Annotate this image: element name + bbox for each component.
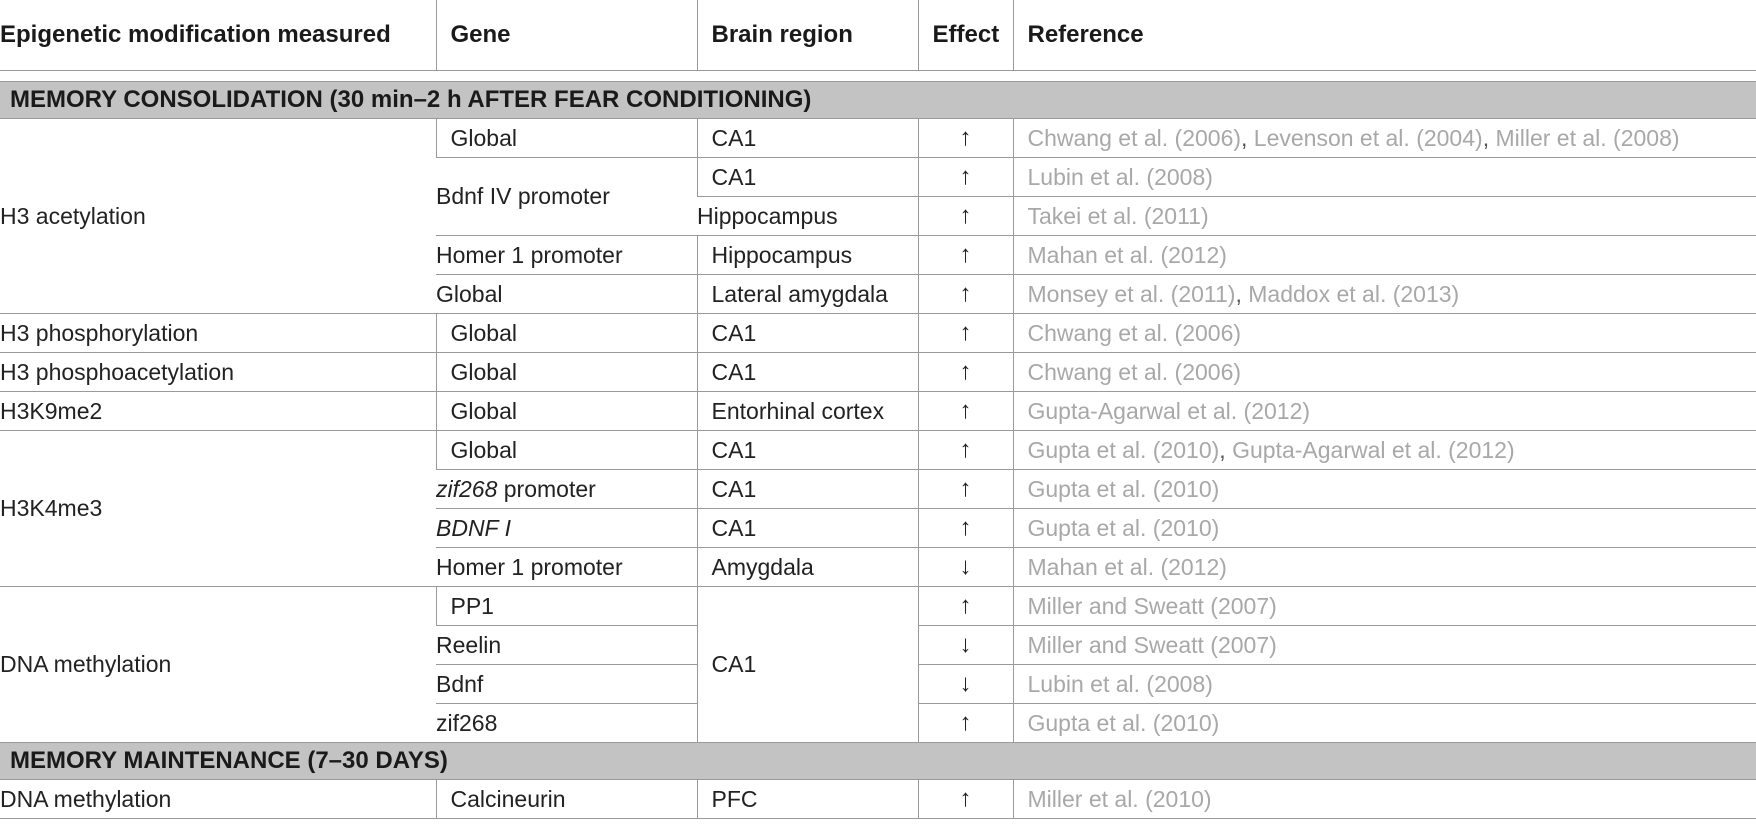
gene-cell: Bdnf [436,665,697,704]
reference-link[interactable]: Monsey et al. (2011) [1027,280,1236,307]
modification-cell: H3K4me3 [0,431,436,587]
reference-cell [1013,780,1756,819]
region-cell: CA1 [697,314,918,353]
region-cell: Hippocampus [697,197,918,236]
effect-cell: ↑ [918,275,1013,314]
reference-cell [1013,548,1756,587]
region-cell: CA1 [697,431,918,470]
region-cell: CA1 [697,158,918,197]
gene-name-italic: zif268 [436,475,498,502]
reference-link[interactable]: Mahan et al. (2012) [1027,553,1227,580]
reference-cell [1013,704,1756,743]
effect-cell: ↑ [918,470,1013,509]
table-row [0,353,1756,392]
gene-cell: Calcineurin [436,780,697,819]
reference-link[interactable]: Gupta et al. (2010) [1027,709,1220,736]
region-cell: CA1 [697,587,918,743]
section-row [0,743,1756,780]
effect-cell: ↓ [918,548,1013,587]
reference-link[interactable]: Gupta-Agarwal et al. (2012) [1232,436,1515,463]
reference-cell [1013,236,1756,275]
reference-cell [1013,392,1756,431]
effect-cell: ↑ [918,587,1013,626]
region-cell: CA1 [697,119,918,158]
modification-cell: DNA methylation [0,587,436,743]
reference-cell [1013,197,1756,236]
reference-separator: , [1241,124,1254,151]
reference-link[interactable]: Maddox et al. (2013) [1248,280,1460,307]
region-cell: CA1 [697,470,918,509]
gene-name-italic: BDNF I [436,514,511,541]
effect-cell: ↑ [918,392,1013,431]
region-cell: CA1 [697,353,918,392]
reference-link[interactable]: Levenson et al. (2004) [1253,124,1483,151]
reference-link[interactable]: Lubin et al. (2008) [1027,670,1213,697]
reference-link[interactable]: Chwang et al. (2006) [1027,319,1242,346]
modification-cell: H3 acetylation [0,119,436,314]
table-row [0,780,1756,819]
reference-separator: , [1219,436,1233,463]
effect-cell: ↑ [918,236,1013,275]
reference-link[interactable]: Miller et al. (2008) [1495,124,1680,151]
reference-link[interactable]: Mahan et al. (2012) [1027,241,1227,268]
gene-name-suffix: promoter [497,475,596,502]
effect-cell: ↑ [918,353,1013,392]
effect-cell: ↑ [918,119,1013,158]
effect-cell: ↑ [918,704,1013,743]
gene-cell: PP1 [436,587,697,626]
section-consolidation: MEMORY CONSOLIDATION (30 min–2 h AFTER FEAR CONDITIONING) [0,82,1756,119]
gene-cell [436,509,697,548]
reference-cell [1013,509,1756,548]
region-cell: PFC [697,780,918,819]
table-row [0,392,1756,431]
effect-cell: ↑ [918,780,1013,819]
reference-link[interactable]: Gupta et al. (2010) [1027,514,1220,541]
header-gene: Gene [436,0,697,71]
reference-link[interactable]: Takei et al. (2011) [1027,202,1209,229]
effect-cell: ↑ [918,431,1013,470]
gene-cell: Global [436,275,697,314]
gene-cell: Reelin [436,626,697,665]
reference-link[interactable]: Gupta et al. (2010) [1027,436,1220,463]
reference-cell [1013,587,1756,626]
table-row [0,314,1756,353]
gene-cell [436,470,697,509]
reference-link[interactable]: Miller and Sweatt (2007) [1027,631,1277,658]
reference-cell [1013,665,1756,704]
modification-cell: H3 phosphoacetylation [0,353,436,392]
modification-cell: DNA methylation [0,780,436,819]
section-maintenance: MEMORY MAINTENANCE (7–30 DAYS) [0,743,1756,780]
region-cell: CA1 [697,509,918,548]
reference-cell [1013,431,1756,470]
header-modification: Epigenetic modification measured [0,0,436,71]
reference-cell [1013,158,1756,197]
region-cell: Amygdala [697,548,918,587]
reference-link[interactable]: Gupta-Agarwal et al. (2012) [1027,397,1311,424]
effect-cell: ↓ [918,626,1013,665]
region-cell: Lateral amygdala [697,275,918,314]
gene-cell: Global [436,353,697,392]
gene-cell: Global [436,392,697,431]
region-cell: Hippocampus [697,236,918,275]
header-effect: Effect [918,0,1013,71]
reference-cell [1013,275,1756,314]
reference-cell [1013,626,1756,665]
modification-cell: H3 phosphorylation [0,314,436,353]
table-row [0,587,1756,626]
modification-cell: H3K9me2 [0,392,436,431]
reference-separator: , [1482,124,1496,151]
gene-cell: Global [436,431,697,470]
reference-link[interactable]: Miller et al. (2010) [1027,785,1212,812]
reference-cell [1013,119,1756,158]
table-row [0,431,1756,470]
reference-link[interactable]: Lubin et al. (2008) [1027,163,1213,190]
reference-separator: , [1235,280,1249,307]
reference-cell [1013,353,1756,392]
reference-cell [1013,314,1756,353]
gene-cell: Homer 1 promoter [436,236,697,275]
gene-cell: Bdnf IV promoter [436,158,697,236]
region-cell: Entorhinal cortex [697,392,918,431]
section-row [0,82,1756,119]
gene-cell: Homer 1 promoter [436,548,697,587]
effect-cell: ↑ [918,314,1013,353]
effect-cell: ↑ [918,509,1013,548]
effect-cell: ↓ [918,665,1013,704]
reference-cell [1013,470,1756,509]
reference-link[interactable]: Chwang et al. (2006) [1027,358,1242,385]
gene-cell: zif268 [436,704,697,743]
header-reference: Reference [1013,0,1756,71]
reference-link[interactable]: Chwang et al. (2006) [1027,124,1242,151]
gene-cell: Global [436,314,697,353]
effect-cell: ↑ [918,197,1013,236]
gene-cell: Global [436,119,697,158]
reference-link[interactable]: Miller and Sweatt (2007) [1027,592,1277,619]
header-row [0,0,1756,71]
reference-link[interactable]: Gupta et al. (2010) [1027,475,1220,502]
header-brain-region: Brain region [697,0,918,71]
table-row [0,119,1756,158]
effect-cell: ↑ [918,158,1013,197]
